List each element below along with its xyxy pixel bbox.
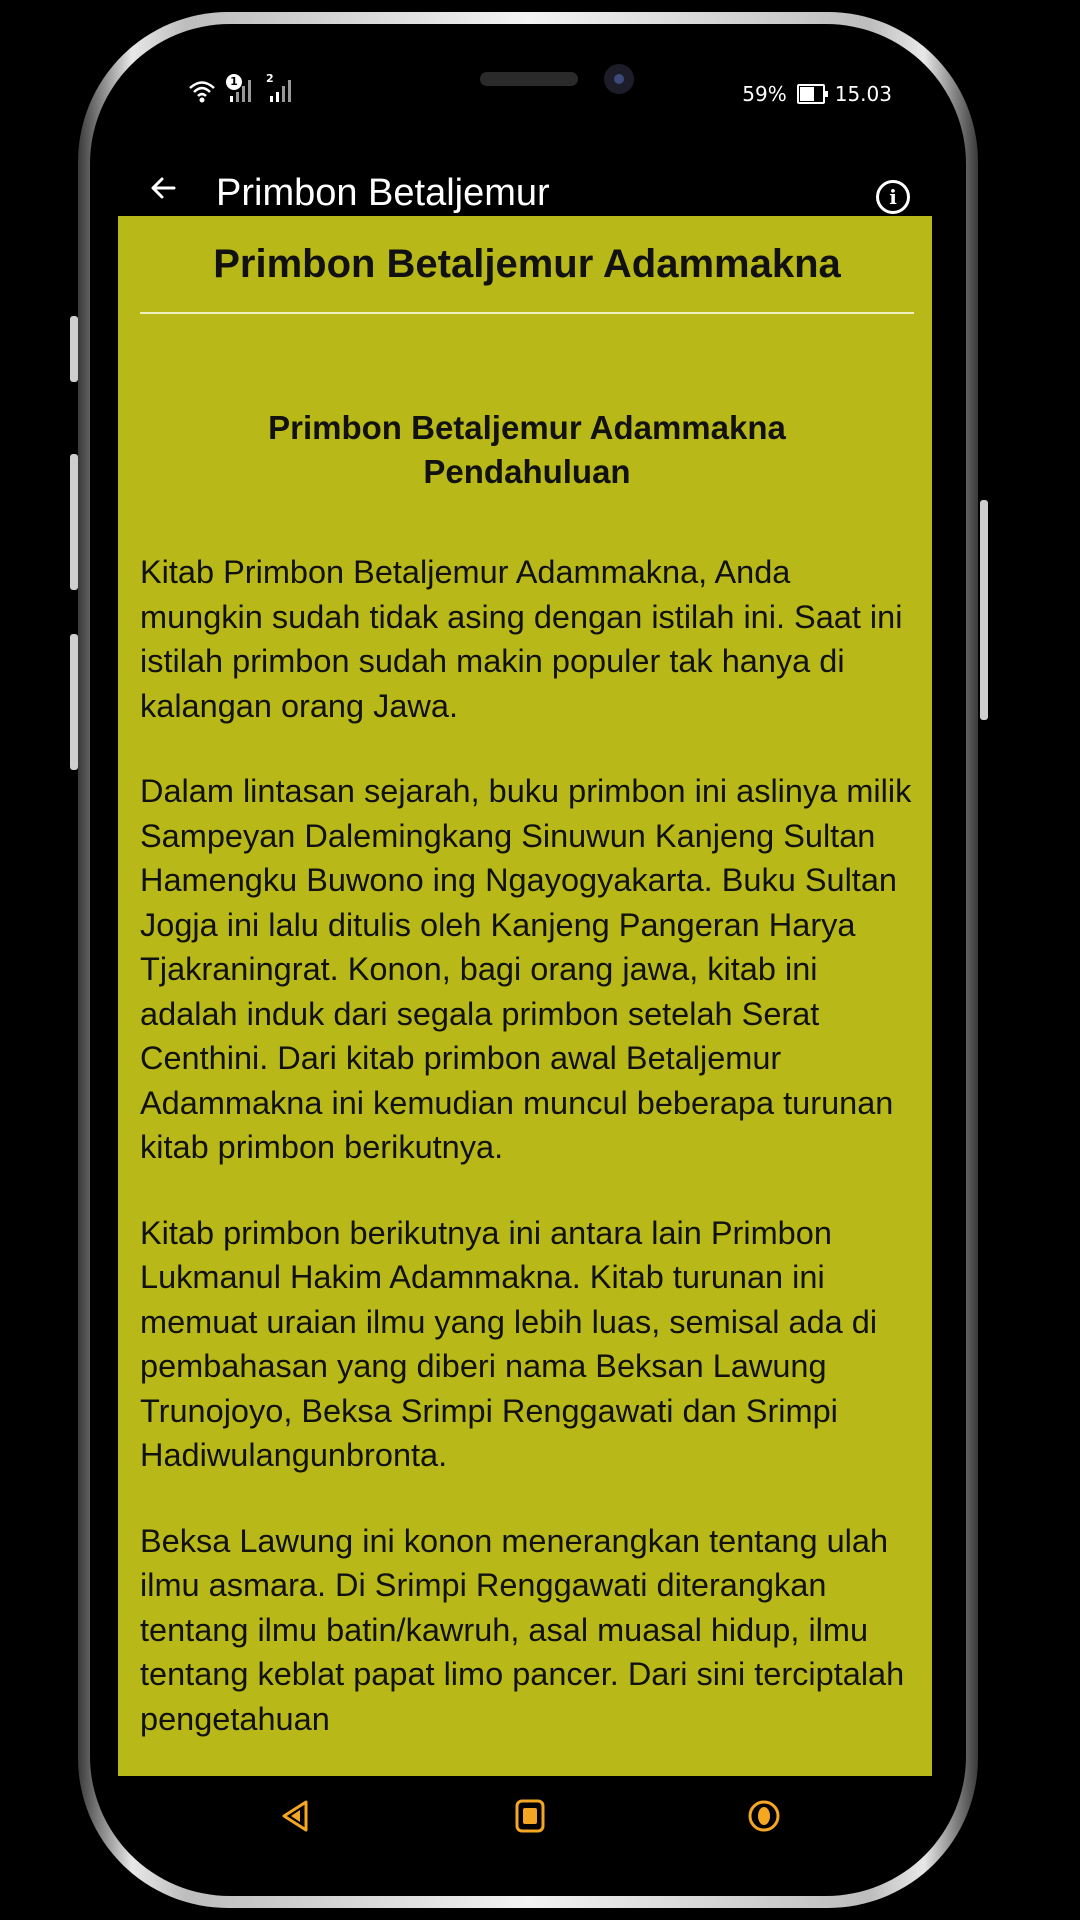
app-title: Primbon Betaljemur [216,172,550,214]
status-right [742,82,892,106]
circle-recent-icon [744,1796,784,1836]
status-time: 15.03 [834,82,892,106]
battery-icon [797,84,825,104]
square-home-icon [510,1796,550,1836]
back-button[interactable] [148,172,178,212]
subtitle-line: Pendahuluan [423,453,631,490]
info-circle-icon: i [889,185,897,209]
navigation-bar [118,1776,932,1866]
signal-sim1 [226,74,256,104]
triangle-back-icon [276,1796,316,1836]
article-heading: Primbon Betaljemur Adammakna [213,242,841,286]
nav-back-button[interactable] [276,1796,316,1836]
article-paragraph: Dalam lintasan sejarah, buku primbon ini aslinya milik Sampeyan Dalemingkang Sinuwun Kanjeng Sultan Hamengku Buwono ing Ngayogyakarta. Buku Sultan Jogja ini lalu ditulis oleh Kanjeng Pangeran Harya Tjakraningrat. Konon, bagi orang jawa, kitab ini adalah induk dari segala primbon setelah Serat Centhini. Dari kitab primbon awal Betaljemur Adammakna ini kemudian muncul beberapa turunan kitab primbon berikutnya. [140,773,912,1165]
status-left [188,74,296,104]
heading-divider [140,312,914,314]
wifi-icon [188,78,216,104]
phone-side-button [70,316,78,382]
signal-sim2 [266,74,296,104]
article-content[interactable] [118,216,932,1776]
article-paragraph: Kitab primbon berikutnya ini antara lain Primbon Lukmanul Hakim Adammakna. Kitab turunan ini memuat uraian ilmu yang lebih luas, semisal ada di pembahasan yang diberi nama Beksan Lawung Trunojoyo, Beksa Srimpi Renggawati dan Srimpi Hadiwulangunbronta. [140,1214,878,1473]
arrow-left-icon [148,173,178,203]
signal-icon [266,74,296,104]
nav-home-button[interactable] [510,1796,550,1836]
subtitle-line: Primbon Betaljemur Adammakna [268,409,786,446]
article-paragraph: Beksa Lawung ini konon menerangkan tentang ulah ilmu asmara. Di Srimpi Renggawati diterangkan tentang ilmu batin/kawruh, asal muasal hidup, ilmu tentang keblat papat limo pancer. Dari sini terciptalah pengetahuan [140,1522,905,1737]
sim1-badge: 1 [226,74,242,90]
signal-icon [226,74,256,104]
battery-percent: 59% [742,82,787,106]
status-bar [118,52,932,140]
phone-screen [118,52,932,1866]
front-camera [604,64,634,94]
phone-side-button [980,500,988,720]
info-button[interactable] [876,180,910,214]
nav-recent-button[interactable] [744,1796,784,1836]
phone-side-button [70,454,78,590]
earpiece-speaker [480,72,578,86]
sim2-label: 2 [266,72,274,85]
phone-side-button [70,634,78,770]
article-subtitle [158,406,896,494]
article-paragraph: Kitab Primbon Betaljemur Adammakna, Anda mungkin sudah tidak asing dengan istilah ini. Saat ini istilah primbon sudah makin populer tak hanya di kalangan orang Jawa. [140,554,903,724]
